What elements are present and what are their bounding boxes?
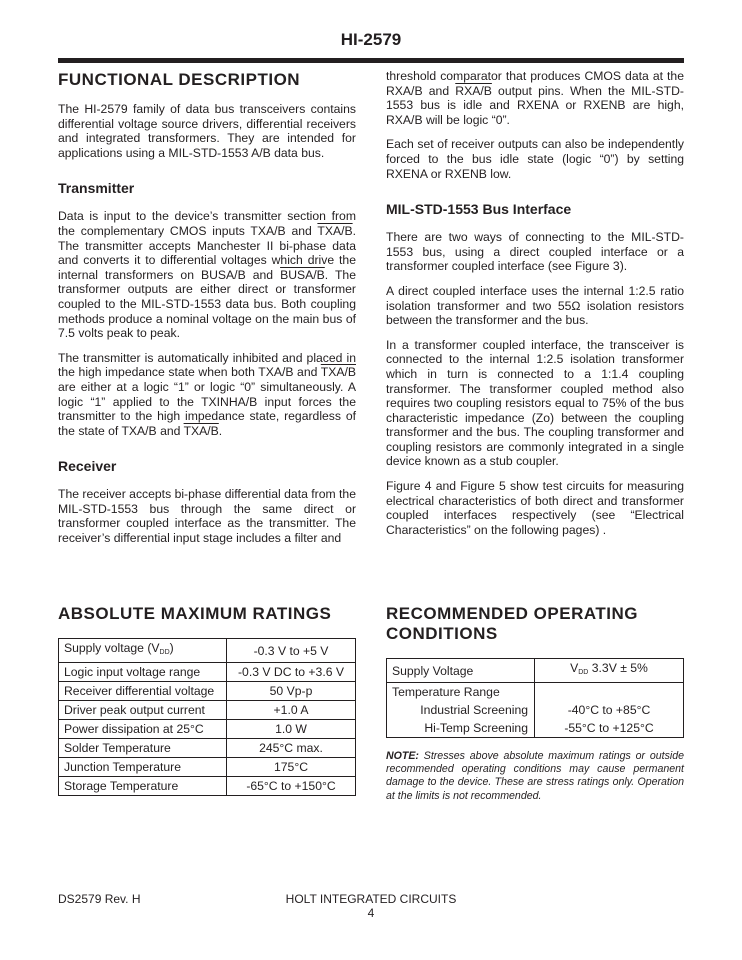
bus-interface-paragraph-2: A direct coupled interface uses the internal 1:2.5 ratio isolation transformer and two 55Ω isolation resistors between the transformer and the bus. <box>386 283 684 328</box>
recommended-operating-conditions-table <box>386 658 684 738</box>
value-cell: -65°C to +150°C <box>227 777 356 796</box>
table-row <box>59 663 356 682</box>
subscript: DD <box>578 669 589 676</box>
signal-busab-bar: BUSA/B <box>280 267 325 282</box>
value-cell: -55°C to +125°C <box>535 719 684 738</box>
signal-txab-bar: TXA/B <box>183 423 219 438</box>
text-run: The transmitter is automatically inhibited and placed in the high impedance state when both TXA/B and <box>58 350 356 380</box>
signal-txab-bar: TXA/B <box>320 365 356 380</box>
table-row <box>59 720 356 739</box>
table-row <box>387 701 684 719</box>
text-run: 3.3V ± 5% <box>588 661 648 675</box>
text-run: Data is input to the device’s transmitter section from the complementary CMOS inputs TXA/B and <box>58 209 356 238</box>
heading-line-2: CONDITIONS <box>386 624 498 643</box>
param-cell <box>59 639 227 663</box>
table-row <box>59 777 356 796</box>
text-run: are either at a logic “1” or logic “0” simultaneously. A logic “1” applied to the TXINHA/B input forces the transmitter to the high impedance state, regardless of the state of TXA/B and <box>58 379 356 438</box>
absolute-maximum-ratings-heading: ABSOLUTE MAXIMUM RATINGS <box>58 604 332 623</box>
value-cell: 175°C <box>227 758 356 777</box>
table-row <box>387 719 684 738</box>
receiver-paragraph-1-continued <box>386 69 684 127</box>
text-run: output pins. When the MIL-STD-1553 bus is idle and RXENA or RXENB are high, RXA/B will be logic “0”. <box>386 83 684 127</box>
functional-description-heading: FUNCTIONAL DESCRIPTION <box>58 70 301 89</box>
table-row <box>59 739 356 758</box>
receiver-paragraph-2: Each set of receiver outputs can also be independently forced to the bus idle state (logic “0”) by setting RXENA or RXENB low. <box>386 137 684 181</box>
param-cell: Driver peak output current <box>59 701 227 720</box>
param-cell: Junction Temperature <box>59 758 227 777</box>
param-cell: Temperature Range <box>387 683 535 702</box>
intro-paragraph: The HI-2579 family of data bus transceivers contains differential voltage source drivers, differential receivers and integrated transformers. They are intended for applications using a MIL-STD-1553 A/B data bus. <box>58 102 356 160</box>
transmitter-heading: Transmitter <box>58 180 135 197</box>
value-cell: 1.0 W <box>227 720 356 739</box>
param-cell: Supply Voltage <box>387 659 535 683</box>
table-row <box>59 682 356 701</box>
text-run: . The transmitter accepts Manchester II bi-phase data and converts it to differential voltages which drive the internal transformers on BUSA/B and <box>58 223 356 282</box>
text-run: Stresses above absolute maximum ratings or outside recommended operating conditions may cause permanent damage to the device. These are stress ratings only. Operation at the limits is not recommended. <box>386 750 684 802</box>
text-run: V <box>570 661 579 675</box>
value-cell <box>535 659 684 683</box>
value-cell: -40°C to +85°C <box>535 701 684 719</box>
text-run: threshold comparator that produces CMOS data at the RXA/B and <box>386 69 684 98</box>
value-cell: 245°C max. <box>227 739 356 758</box>
signal-txab-bar: TXA/B <box>317 223 353 238</box>
footer-company: HOLT INTEGRATED CIRCUITS <box>285 892 457 906</box>
header-rule <box>58 58 684 63</box>
left-column <box>58 66 356 556</box>
signal-rxab-bar: RXA/B <box>455 83 492 98</box>
param-cell: Industrial Screening <box>387 701 535 719</box>
value-cell: +1.0 A <box>227 701 356 720</box>
param-cell: Receiver differential voltage <box>59 682 227 701</box>
page-header-title: HI-2579 <box>340 30 402 49</box>
param-cell: Hi-Temp Screening <box>387 719 535 738</box>
table-row <box>387 659 684 683</box>
bus-interface-paragraph-3: In a transformer coupled interface, the transceiver is connected to the internal 1:2.5 isolation transformer which in turn is connected to a 1:1.4 coupling transformer. The transformer coupled method also requires two coupling resistors equal to 75% of the bus characteristic impedance (Zo) between the coupling transformer and the bus. The coupling transformer and coupling resistors are commonly integrated in a single device known as a stub coupler. <box>386 337 684 469</box>
param-cell: Solder Temperature <box>59 739 227 758</box>
param-cell: Logic input voltage range <box>59 663 227 682</box>
note-label: NOTE: <box>386 750 419 762</box>
text-run: Supply voltage (V <box>64 641 160 655</box>
param-cell: Storage Temperature <box>59 777 227 796</box>
receiver-heading: Receiver <box>58 458 117 475</box>
bus-interface-heading: MIL-STD-1553 Bus Interface <box>386 201 572 218</box>
footer-doc-id: DS2579 Rev. H <box>58 892 141 906</box>
transmitter-paragraph-1 <box>58 209 356 340</box>
footer-center <box>0 892 742 920</box>
transmitter-paragraph-2 <box>58 351 356 439</box>
recommended-operating-conditions-section <box>386 600 684 803</box>
text-run: . <box>218 423 223 438</box>
table-row <box>59 701 356 720</box>
table-row <box>59 639 356 663</box>
value-cell: 50 Vp-p <box>227 682 356 701</box>
subscript: DD <box>159 649 170 656</box>
bus-interface-paragraph-4: Figure 4 and Figure 5 show test circuits for measuring electrical characteristics of both direct and transformer coupled interfaces respectively (see “Electrical Characteristics” on the following pages) . <box>386 479 684 537</box>
param-cell: Power dissipation at 25°C <box>59 720 227 739</box>
heading-line-1: RECOMMENDED OPERATING <box>386 604 638 623</box>
recommended-operating-conditions-heading <box>386 604 684 644</box>
note-text <box>386 750 684 803</box>
bus-interface-paragraph-1: There are two ways of connecting to the MIL-STD-1553 bus, using a direct coupled interface or a transformer coupled interface (see Figure 3). <box>386 230 684 274</box>
value-cell <box>535 683 684 702</box>
right-column <box>386 69 684 547</box>
absolute-maximum-ratings-table <box>58 638 356 796</box>
text-run: . The transformer outputs are either direct or transformer coupled to the MIL-STD-1553 data bus. Both coupling methods produce a nominal voltage on the main bus of 7.5 volts peak to peak. <box>58 267 356 341</box>
value-cell: -0.3 V DC to +3.6 V <box>227 663 356 682</box>
table-row <box>387 683 684 702</box>
footer-page-number: 4 <box>367 906 375 920</box>
absolute-maximum-ratings-section <box>58 600 356 796</box>
receiver-paragraph-1: The receiver accepts bi-phase differential data from the MIL-STD-1553 bus through the same direct or transformer coupled interface as the transmitter. The receiver’s differential input stage includes a filter and <box>58 487 356 546</box>
text-run: ) <box>169 641 174 655</box>
table-row <box>59 758 356 777</box>
value-cell: -0.3 V to +5 V <box>227 639 356 663</box>
